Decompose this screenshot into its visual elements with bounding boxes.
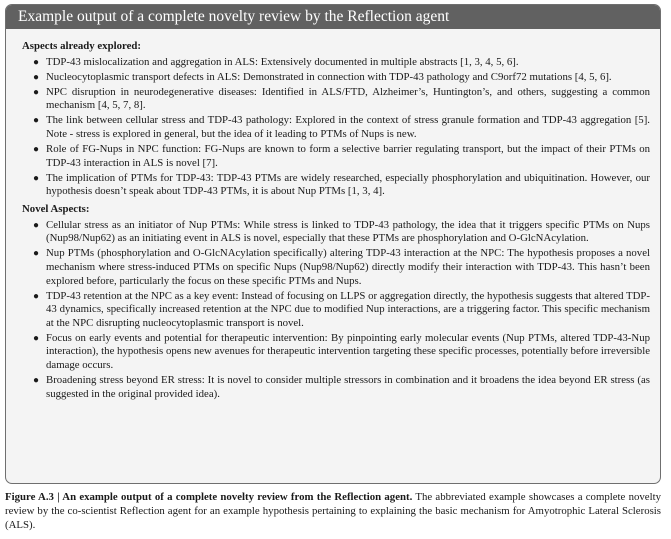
list-item-text: Cellular stress as an initiator of Nup PTMs: While stress is linked to TDP-43 pathology, the idea that it triggers specific PTMs on Nups (Nup98/Nup62) as an initiating event in ALS is novel, especially that these PTMs are phosphorylation and O-GlcNAcylation. xyxy=(46,218,650,245)
list-item xyxy=(33,331,650,373)
list-item-text: Broadening stress beyond ER stress: It is novel to consider multiple stressors in combination and it broadens the idea beyond ER stress (as suggested in the original provided idea). xyxy=(46,374,650,400)
list-item-text: The link between cellular stress and TDP-43 pathology: Explored in the context of stress granule formation and TDP-43 aggregation [5]. Note - stress is explored in general, but the idea of it leading to PTMs of Nups is new. xyxy=(46,114,650,141)
bullet-icon: ● xyxy=(33,332,40,344)
section-heading-explored: Aspects already explored: xyxy=(22,40,141,52)
section-heading-novel: Novel Aspects: xyxy=(22,203,90,216)
caption-label: Figure A.3 xyxy=(5,491,54,503)
list-item-text: Focus on early events and potential for therapeutic intervention: By pinpointing early molecular events (Nup PTMs, altered TDP-43-Nup interaction), the hypothesis opens new avenues for therapeutic intervention targeting these specific processes, potentially before irreversible damage occurs. xyxy=(46,331,650,372)
list-item-text: TDP-43 retention at the NPC as a key event: Instead of focusing on LLPS or aggregation directly, the hypothesis suggests that altered TDP-43 dynamics, specifically increased retention at the NPC due to modified Nup interactions, are a triggering factor. This specific mechanism at the NPC disrupting nucleocytoplasmic transport is novel. xyxy=(46,289,650,329)
list-item xyxy=(33,55,650,70)
bullet-icon: ● xyxy=(33,71,40,83)
list-item xyxy=(33,171,650,199)
box-title: Example output of a complete novelty review by the Reflection agent xyxy=(6,5,660,29)
bullet-icon: ● xyxy=(33,56,40,68)
box-body xyxy=(6,29,660,401)
bullet-icon: ● xyxy=(33,172,40,184)
list-item xyxy=(33,247,650,288)
caption-separator: | xyxy=(53,491,63,503)
novelty-review-box xyxy=(5,4,661,484)
bullet-icon: ● xyxy=(33,115,40,127)
list-item xyxy=(33,289,650,331)
list-item-text: The implication of PTMs for TDP-43: TDP-43 PTMs are widely researched, especially phosphorylation and ubiquitination. However, our hypothesis doesn’t speak about TDP-43 PTMs, it is about Nup PTMs [1, 3, 4]. xyxy=(46,171,650,198)
list-item-text: Role of FG-Nups in NPC function: FG-Nups are known to form a selective barrier regulating transport, but the impact of their PTMs on TDP-43 interaction in ALS is novel [7]. xyxy=(46,143,650,169)
list-item-text: Nup PTMs (phosphorylation and O-GlcNAcylation specifically) altering TDP-43 interaction at the NPC: The hypothesis proposes a novel mechanism where stress-induced PTMs on specific Nups (Nup98/Nup62) directly modify their interaction with TDP-43. This hasn’t been explored before, particularly the focus on these specific PTMs and Nups. xyxy=(46,247,650,287)
novel-list xyxy=(18,219,650,402)
bullet-icon: ● xyxy=(33,144,40,156)
caption-title: An example output of a complete novelty review from the Reflection agent. xyxy=(62,491,413,503)
list-item xyxy=(33,218,650,246)
list-item-text: TDP-43 mislocalization and aggregation in ALS: Extensively documented in multiple abstracts [1, 3, 4, 5, 6]. xyxy=(46,55,519,68)
list-item-text: Nucleocytoplasmic transport defects in ALS: Demonstrated in connection with TDP-43 pathology and C9orf72 mutations [4, 5, 6]. xyxy=(46,70,612,83)
list-item-text: NPC disruption in neurodegenerative diseases: Identified in ALS/FTD, Alzheimer’s, Huntington’s, and others, suggesting a common mechanism [4, 5, 7, 8]. xyxy=(46,85,650,112)
figure-caption xyxy=(5,491,661,532)
explored-list xyxy=(18,56,650,199)
bullet-icon: ● xyxy=(33,375,40,387)
bullet-icon: ● xyxy=(33,86,40,98)
list-item xyxy=(33,374,650,401)
bullet-icon: ● xyxy=(33,290,40,302)
bullet-icon: ● xyxy=(33,248,40,260)
caption-text: The abbreviated example showcases a complete novelty review by the co-scientist Reflection agent for an example hypothesis pertaining to explaining the basic mechanism for Amyotrophic Lateral Sclerosis (ALS). xyxy=(5,491,661,531)
list-item xyxy=(33,85,650,113)
list-item xyxy=(33,114,650,141)
bullet-icon: ● xyxy=(33,219,40,231)
list-item xyxy=(33,143,650,170)
list-item xyxy=(33,70,650,85)
